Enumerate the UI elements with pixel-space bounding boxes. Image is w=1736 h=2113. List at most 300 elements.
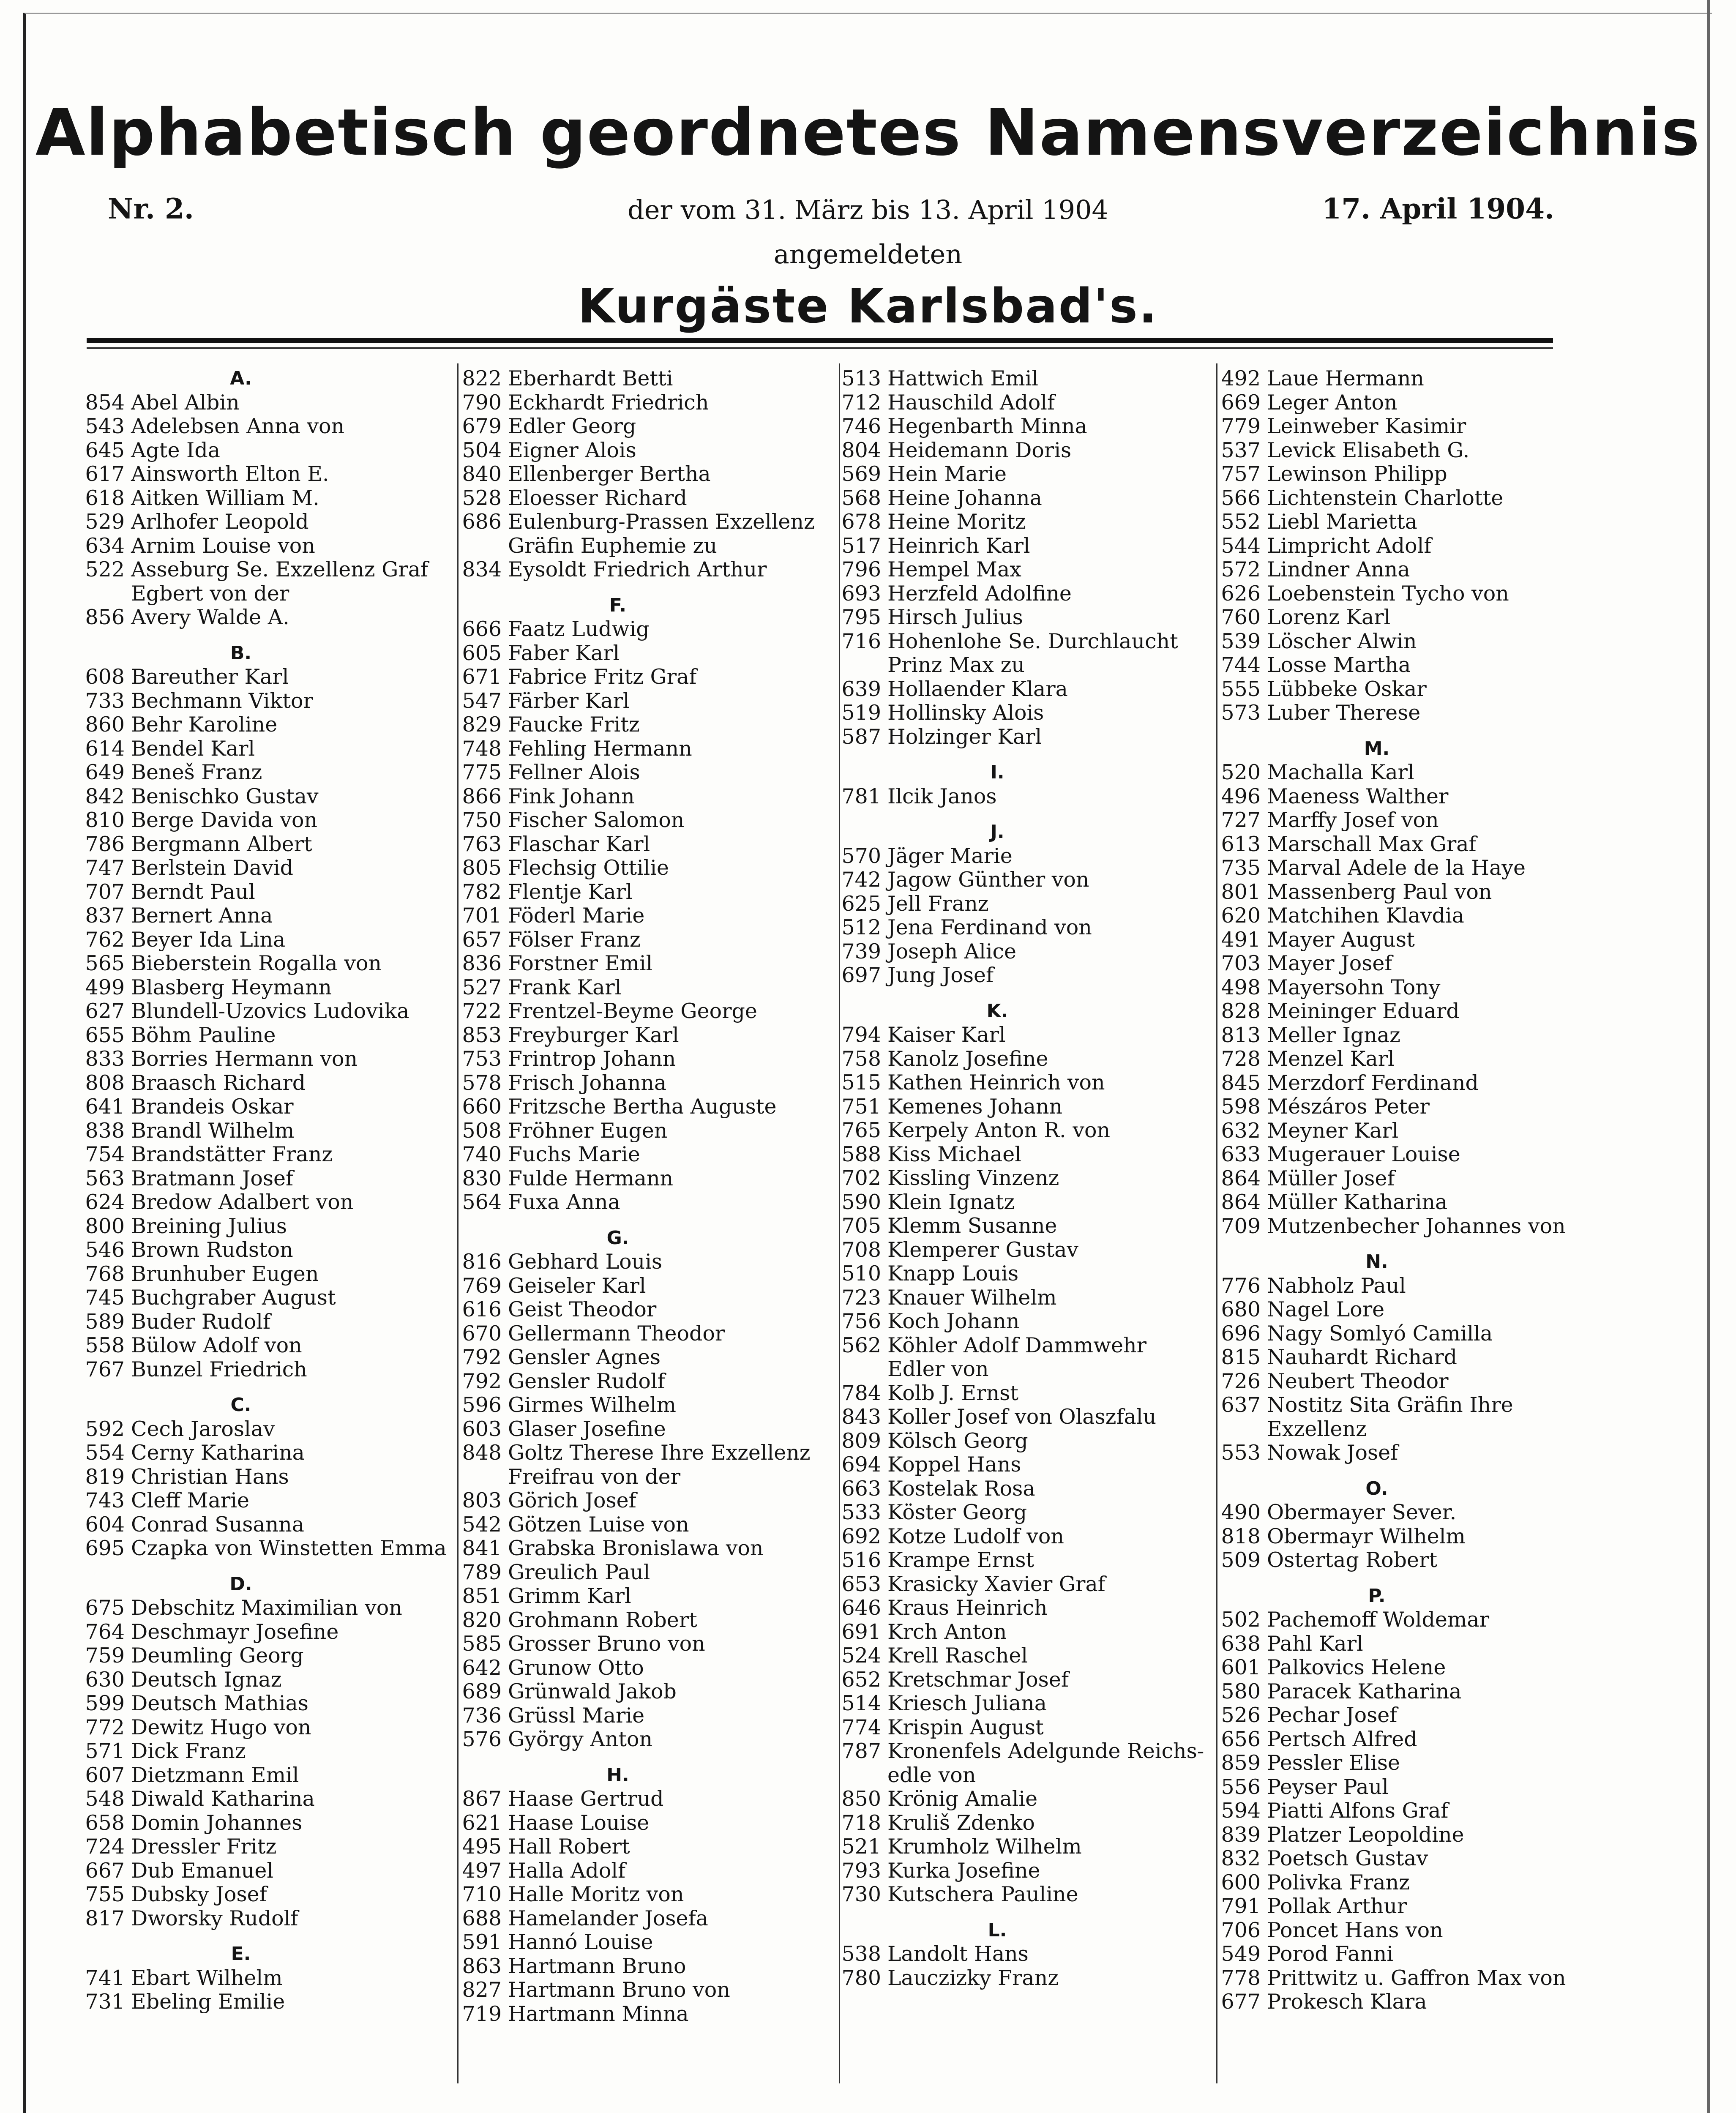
list-item (833, 630, 1213, 654)
list-item (833, 1787, 1213, 1811)
entry-number: 832 (1221, 1846, 1261, 1870)
entry-number: 730 (841, 1882, 881, 1906)
list-item (76, 952, 456, 976)
entry-number: 745 (85, 1286, 125, 1310)
entry-name: Grimm Karl (508, 1584, 631, 1608)
entry-number: 594 (1221, 1799, 1261, 1823)
list-item (453, 1298, 833, 1322)
entry-number: 775 (462, 760, 502, 784)
entry-number: 741 (85, 1966, 125, 1990)
entry-number: 552 (1221, 510, 1261, 534)
entry-number: 790 (462, 390, 502, 415)
list-item (453, 833, 833, 857)
section-letter: B. (230, 642, 252, 664)
list-item (76, 1095, 456, 1119)
entry-number: 774 (841, 1715, 881, 1739)
list-item (833, 1381, 1213, 1406)
entry-name: Obermayer Sever. (1267, 1500, 1457, 1524)
entry-number: 750 (462, 808, 502, 832)
list-item (76, 1238, 456, 1262)
list-item (833, 439, 1213, 463)
list-item (453, 1704, 833, 1728)
list-item (76, 1739, 456, 1764)
entry-number: 731 (85, 1990, 125, 2014)
entry-number: 626 (1221, 581, 1261, 606)
entry-name: Löscher Alwin (1267, 629, 1417, 653)
entry-number: 767 (85, 1357, 125, 1381)
entry-number: 695 (85, 1536, 125, 1560)
entry-number: 515 (841, 1070, 881, 1095)
list-item (453, 1370, 833, 1394)
list-item (76, 1119, 456, 1143)
section-gap (76, 1930, 456, 1942)
entry-name: Avery Walde A. (131, 605, 289, 629)
entry-name: Brandl Wilhelm (131, 1118, 295, 1143)
list-item (76, 1024, 456, 1048)
entry-number: 828 (1221, 999, 1261, 1023)
list-item (833, 1334, 1213, 1358)
list-item (76, 606, 456, 630)
entry-number: 655 (85, 1023, 125, 1047)
entry-number: 627 (85, 999, 125, 1023)
entry-name: Hall Robert (508, 1835, 630, 1859)
entry-name: Lübbeke Oskar (1267, 677, 1427, 701)
entry-number: 526 (1221, 1703, 1261, 1727)
section-gap (833, 988, 1213, 999)
entry-name: Meininger Eduard (1267, 999, 1460, 1023)
entry-name: Koch Johann (887, 1309, 1020, 1333)
entry-name: Czapka von Winstetten Emma (131, 1536, 447, 1560)
list-item (453, 1119, 833, 1143)
list-item (453, 1143, 833, 1167)
list-item (833, 1811, 1213, 1835)
entry-name: Mugerauer Louise (1267, 1142, 1460, 1166)
section-gap (453, 582, 833, 594)
section-letter: A. (230, 368, 252, 389)
list-item (833, 916, 1213, 940)
entry-number: 569 (841, 462, 881, 486)
entry-name: Fölser Franz (508, 927, 641, 952)
entry-number: 856 (85, 605, 125, 629)
list-item (1212, 1047, 1592, 1071)
entry-number: 820 (462, 1608, 502, 1632)
list-item (76, 1286, 456, 1310)
list-item (833, 1262, 1213, 1286)
entry-number: 524 (841, 1643, 881, 1668)
entry-number: 853 (462, 1023, 502, 1047)
entry-number: 818 (1221, 1524, 1261, 1548)
entry-name: Hattwich Emil (887, 366, 1039, 390)
entry-number: 833 (85, 1047, 125, 1071)
list-item (1212, 1656, 1592, 1680)
entry-number: 722 (462, 999, 502, 1023)
entry-name: Eloesser Richard (508, 486, 687, 510)
list-item (1212, 558, 1592, 582)
list-item (833, 1166, 1213, 1190)
entry-name: Arnim Louise von (131, 533, 315, 558)
list-item (833, 892, 1213, 916)
section-letter: N. (1365, 1251, 1388, 1272)
list-item (833, 367, 1213, 391)
entry-number: 748 (462, 736, 502, 761)
entry-number: 563 (85, 1166, 125, 1190)
list-item (1212, 1775, 1592, 1799)
entry-name: Jagow Günther von (887, 868, 1089, 892)
entry-number: 677 (1221, 1990, 1261, 2014)
list-item (76, 1441, 456, 1465)
list-item (833, 1942, 1213, 1966)
entry-name: Hirsch Julius (887, 605, 1023, 629)
entry-name: Marffy Josef von (1267, 808, 1439, 832)
list-item (833, 1716, 1213, 1740)
list-item (76, 737, 456, 761)
entry-number: 601 (1221, 1655, 1261, 1679)
entry-number: 805 (462, 856, 502, 880)
entry-name: Ainsworth Elton E. (131, 462, 329, 486)
list-item (833, 1143, 1213, 1167)
entry-number: 637 (1221, 1393, 1261, 1417)
list-item (1212, 439, 1592, 463)
entry-name: Grünwald Jakob (508, 1679, 677, 1704)
entry-number: 589 (85, 1309, 125, 1334)
list-item (453, 1274, 833, 1298)
entry-number: 608 (85, 665, 125, 689)
entry-name: Grabska Bronislawa von (508, 1536, 764, 1560)
list-item (76, 761, 456, 785)
entry-number: 765 (841, 1118, 881, 1142)
entry-number: 568 (841, 486, 881, 510)
entry-name: Koppel Hans (887, 1452, 1021, 1477)
entry-name: Cleff Marie (131, 1488, 250, 1512)
entry-name: Girmes Wilhelm (508, 1393, 676, 1417)
entry-name: Faucke Fritz (508, 713, 640, 737)
entry-number: 829 (462, 713, 502, 737)
list-item (453, 952, 833, 976)
entry-number: 680 (1221, 1297, 1261, 1321)
section-letter: O. (1365, 1477, 1388, 1499)
entry-number: 796 (841, 557, 881, 581)
list-item (1212, 462, 1592, 486)
list-item (76, 1047, 456, 1071)
list-item (1212, 1322, 1592, 1346)
entry-name: Krasicky Xavier Graf (887, 1572, 1105, 1596)
list-item (453, 2002, 833, 2026)
list-item (833, 1429, 1213, 1453)
entry-name: Blundell-Uzovics Ludovika (131, 999, 409, 1023)
entry-name: Mayersohn Tony (1267, 975, 1441, 999)
entry-number: 565 (85, 951, 125, 975)
entry-name: Flechsig Ottilie (508, 856, 669, 880)
list-item (76, 904, 456, 928)
entry-number: 782 (462, 879, 502, 904)
list-item (833, 415, 1213, 439)
list-item (76, 665, 456, 689)
entry-number: 860 (85, 713, 125, 737)
entry-number: 496 (1221, 784, 1261, 808)
entry-number: 600 (1221, 1870, 1261, 1895)
list-item (76, 486, 456, 511)
list-item (76, 1417, 456, 1441)
entry-number: 866 (462, 784, 502, 808)
entry-number: 697 (841, 963, 881, 987)
list-item (1212, 904, 1592, 928)
entry-name: Kutschera Pauline (887, 1882, 1078, 1906)
entry-name: Deschmayr Josefine (131, 1619, 339, 1644)
entry-name: Bredow Adalbert von (131, 1190, 354, 1214)
list-item (1212, 1823, 1592, 1847)
section-gap (1212, 1238, 1592, 1250)
entry-number: 634 (85, 533, 125, 558)
entry-name: Bülow Adolf von (131, 1333, 302, 1357)
entry-name: Marschall Max Graf (1267, 832, 1477, 856)
section-letter: K. (986, 1000, 1008, 1022)
entry-number: 756 (841, 1309, 881, 1333)
list-item (1212, 510, 1592, 534)
list-item (76, 558, 456, 582)
entry-number: 504 (462, 438, 502, 462)
entry-number: 702 (841, 1166, 881, 1190)
list-item (453, 856, 833, 880)
entry-number: 716 (841, 629, 881, 653)
entry-name: Hegenbarth Minna (887, 414, 1087, 438)
list-item (833, 1023, 1213, 1047)
entry-number: 707 (85, 879, 125, 904)
section-letter: J. (990, 821, 1004, 843)
list-item (1212, 1990, 1592, 2014)
entry-name: Fulde Hermann (508, 1166, 674, 1190)
list-item (1212, 391, 1592, 415)
entry-name: Platzer Leopoldine (1267, 1822, 1464, 1847)
list-item (1212, 701, 1592, 725)
list-item (76, 1071, 456, 1095)
entry-number: 733 (85, 688, 125, 713)
entry-number: 739 (841, 939, 881, 964)
entry-name: Matchihen Klavdia (1267, 904, 1464, 928)
list-item (76, 1334, 456, 1358)
entry-name: Loebenstein Tycho von (1267, 581, 1509, 606)
page-subtitle: Kurgäste Karlsbad's. (578, 279, 1158, 334)
entry-name: Bareuther Karl (131, 665, 289, 689)
list-item (1212, 1119, 1592, 1143)
entry-number: 724 (85, 1835, 125, 1859)
entry-number: 670 (462, 1321, 502, 1346)
entry-name: Dewitz Hugo von (131, 1715, 311, 1739)
entry-number: 764 (85, 1619, 125, 1644)
entry-name: Klemm Susanne (887, 1214, 1057, 1238)
list-item (1212, 1143, 1592, 1167)
list-item (76, 1835, 456, 1859)
entry-number: 633 (1221, 1142, 1261, 1166)
entry-name: Poncet Hans von (1267, 1918, 1443, 1942)
list-item (1212, 486, 1592, 511)
list-item (453, 1728, 833, 1752)
entry-number: 624 (85, 1190, 125, 1214)
entry-number: 671 (462, 665, 502, 689)
entry-number: 800 (85, 1214, 125, 1238)
entry-name: Ellenberger Bertha (508, 462, 711, 486)
list-item (1212, 1632, 1592, 1656)
entry-number: 787 (841, 1739, 881, 1763)
entry-number: 580 (1221, 1679, 1261, 1704)
entry-number: 808 (85, 1070, 125, 1095)
name-column-1 (76, 367, 456, 2014)
entry-name: Aitken William M. (131, 486, 319, 510)
list-item (76, 462, 456, 486)
entry-name: Eckhardt Friedrich (508, 390, 709, 415)
list-item (76, 808, 456, 833)
entry-name: Kronenfels Adelgunde Reichs- (887, 1739, 1204, 1763)
entry-number: 498 (1221, 975, 1261, 999)
entry-name: Knauer Wilhelm (887, 1285, 1057, 1310)
entry-name: Christian Hans (131, 1464, 289, 1489)
entry-name: Forstner Emil (508, 951, 653, 975)
list-item (453, 999, 833, 1024)
list-item (76, 1513, 456, 1537)
entry-number: 492 (1221, 366, 1261, 390)
list-item (453, 558, 833, 582)
entry-number: 813 (1221, 1023, 1261, 1047)
entry-name: Ostertag Robert (1267, 1548, 1438, 1572)
entry-number: 760 (1221, 605, 1261, 629)
entry-number: 529 (85, 510, 125, 534)
list-item (833, 1405, 1213, 1429)
entry-name: Behr Karoline (131, 713, 278, 737)
entry-name: Jell Franz (887, 891, 989, 916)
section-gap (76, 1561, 456, 1572)
list-item (833, 558, 1213, 582)
entry-number: 736 (462, 1703, 502, 1728)
entry-number: 793 (841, 1858, 881, 1883)
list-item (76, 713, 456, 737)
entry-number: 703 (1221, 951, 1261, 975)
list-item (76, 880, 456, 904)
entry-number: 669 (1221, 390, 1261, 415)
list-item (453, 510, 833, 534)
list-item (76, 415, 456, 439)
entry-name: Pessler Elise (1267, 1751, 1400, 1775)
list-item (76, 928, 456, 952)
entry-name: Brown Rudston (131, 1238, 293, 1262)
header-rule-thin (87, 347, 1553, 349)
entry-name: Müller Josef (1267, 1166, 1395, 1190)
list-item (76, 1143, 456, 1167)
section-gap (453, 1752, 833, 1764)
entry-number: 605 (462, 641, 502, 665)
list-item (833, 1620, 1213, 1644)
entry-number: 803 (462, 1488, 502, 1512)
list-item (833, 1501, 1213, 1525)
entry-number: 809 (841, 1428, 881, 1453)
entry-name: Deutsch Ignaz (131, 1667, 282, 1692)
entry-name: Eulenburg-Prassen Exzellenz (508, 510, 815, 534)
entry-number: 638 (1221, 1631, 1261, 1656)
entry-name: Diwald Katharina (131, 1787, 315, 1811)
list-item (76, 534, 456, 558)
list-item (1212, 1024, 1592, 1048)
entry-number: 693 (841, 581, 881, 606)
entry-name: Hein Marie (887, 462, 1007, 486)
entry-name: Greulich Paul (508, 1560, 650, 1584)
list-item (833, 1119, 1213, 1143)
entry-name: Deumling Georg (131, 1643, 304, 1668)
entry-name: Fröhner Eugen (508, 1118, 668, 1143)
list-item (453, 665, 833, 689)
list-item (453, 1907, 833, 1931)
list-item (453, 1632, 833, 1656)
entry-name: Piatti Alfons Graf (1267, 1799, 1449, 1823)
entry-continuation: Exzellenz (1267, 1417, 1367, 1441)
entry-number: 706 (1221, 1918, 1261, 1942)
entry-number: 850 (841, 1787, 881, 1811)
entry-name: Geist Theodor (508, 1297, 657, 1321)
entry-name: Ilcik Janos (887, 784, 997, 808)
entry-name: Kemenes Johann (887, 1094, 1063, 1119)
entry-name: Fuchs Marie (508, 1142, 640, 1166)
entry-number: 686 (462, 510, 502, 534)
entry-name: Gebhard Louis (508, 1250, 663, 1274)
entry-number: 667 (85, 1858, 125, 1883)
entry-number: 510 (841, 1261, 881, 1286)
entry-number: 778 (1221, 1966, 1261, 1990)
entry-name: Lauczizky Franz (887, 1966, 1059, 1990)
entry-name: Buder Rudolf (131, 1309, 271, 1334)
list-item (833, 1859, 1213, 1883)
entry-name: Menzel Karl (1267, 1047, 1395, 1071)
entry-name: Meyner Karl (1267, 1118, 1399, 1143)
entry-name: Mutzenbecher Johannes von (1267, 1214, 1566, 1238)
list-item (1212, 1370, 1592, 1394)
section-letter: L. (988, 1919, 1007, 1941)
entry-name: Eigner Alois (508, 438, 636, 462)
entry-name: Berndt Paul (131, 879, 255, 904)
entry-number: 555 (1221, 677, 1261, 701)
list-item (453, 928, 833, 952)
list-item (453, 1346, 833, 1370)
list-item (76, 391, 456, 415)
issue-number: Nr. 2. (108, 192, 194, 225)
list-item (76, 1787, 456, 1811)
entry-number: 817 (85, 1906, 125, 1930)
entry-name: Krispin August (887, 1715, 1044, 1739)
entry-name: Grohmann Robert (508, 1608, 697, 1632)
list-item (453, 1955, 833, 1979)
entry-name: Mayer August (1267, 927, 1415, 952)
entry-number: 495 (462, 1835, 502, 1859)
entry-number: 663 (841, 1476, 881, 1501)
entry-name: Buchgraber August (131, 1286, 336, 1310)
list-item (833, 1644, 1213, 1668)
list-item (833, 1095, 1213, 1119)
entry-name: Lichtenstein Charlotte (1267, 486, 1504, 510)
section-gap (76, 630, 456, 642)
entry-number: 751 (841, 1094, 881, 1119)
entry-name: Hannó Louise (508, 1930, 653, 1954)
list-item (833, 701, 1213, 725)
entry-name: Porod Fanni (1267, 1942, 1394, 1966)
entry-number: 544 (1221, 533, 1261, 558)
entry-name: Prokesch Klara (1267, 1990, 1427, 2014)
list-item (453, 1537, 833, 1561)
entry-name: Ebart Wilhelm (131, 1966, 283, 1990)
list-item (76, 1358, 456, 1382)
list-item (1212, 606, 1592, 630)
entry-name: Bieberstein Rogalla von (131, 951, 382, 975)
entry-number: 723 (841, 1285, 881, 1310)
list-item (76, 1859, 456, 1883)
list-item (453, 785, 833, 809)
list-item (453, 1978, 833, 2002)
entry-number: 660 (462, 1095, 502, 1119)
